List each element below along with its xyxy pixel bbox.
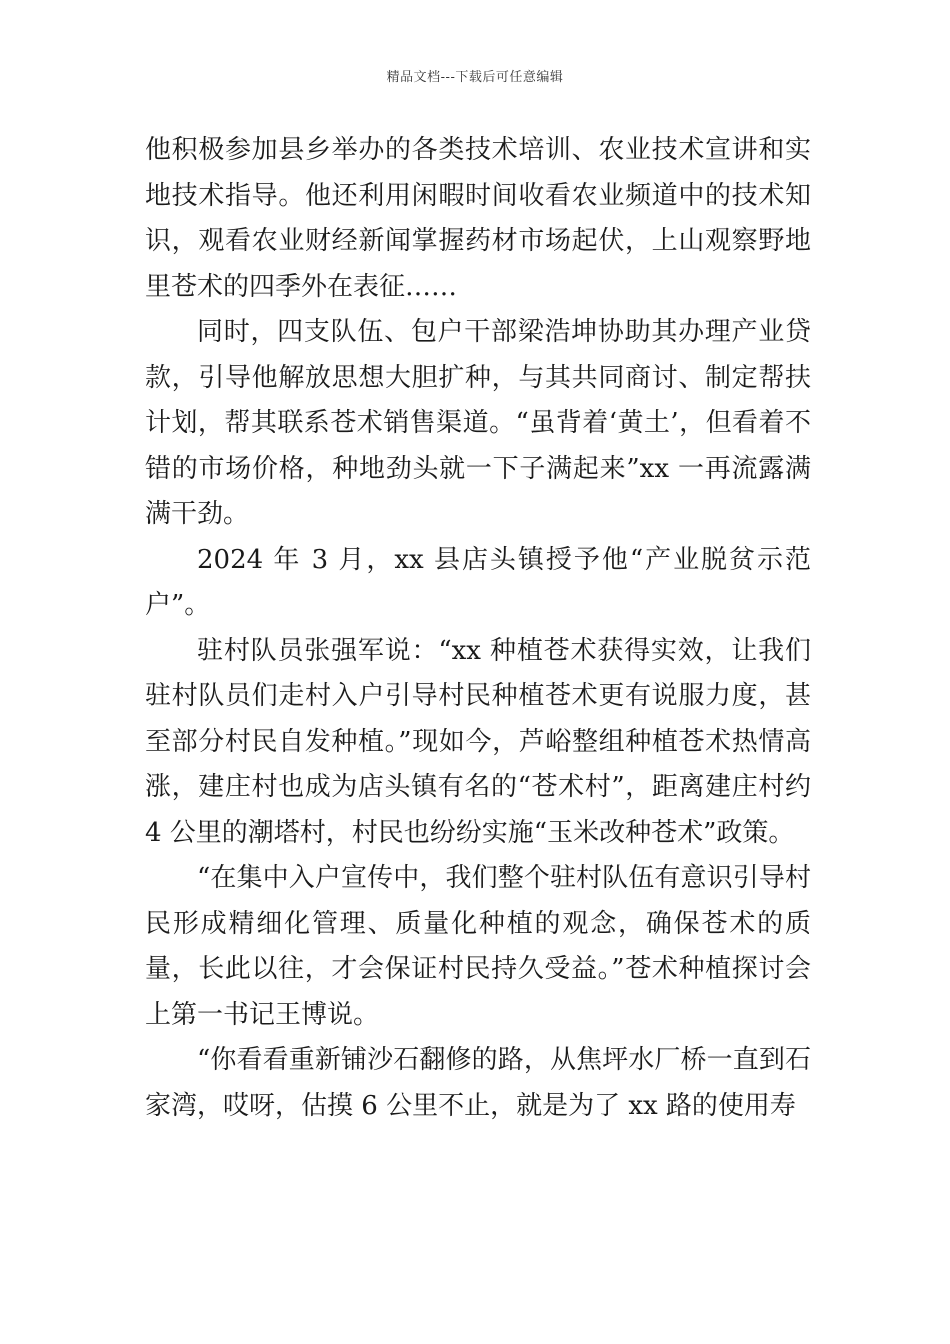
paragraph-secretary-quote: “在集中入户宣传中，我们整个驻村队伍有意识引导村民形成精细化管理、质量化种植的观念，确保苍术的质量，长此以往，才会保证村民持久受益。”苍术种植探讨会上第一书记王博说。 (145, 863, 811, 1030)
page-header: 精品文档---下载后可任意编辑 (386, 70, 564, 85)
paragraph-team-member-quote: 驻村队员张强军说：“xx 种植苍术获得实效，让我们驻村队员们走村入户引导村民种植苍术更有说服力度，甚至部分村民自发种植。”现如今，芦峪整组种植苍术热情高涨，建庄村也成为店头镇有名的“苍术村”，距离建庄村约 4 公里的潮塔村，村民也纷纷实施“玉米改种苍术”政策。 (145, 635, 811, 848)
paragraph-road-quote: “你看看重新铺沙石翻修的路，从焦坪水厂桥一直到石家湾，哎呀，估摸 6 公里不止，就是为了 xx 路的使用寿 (145, 1045, 811, 1121)
paragraph-loan-support: 同时，四支队伍、包户干部梁浩坤协助其办理产业贷款，引导他解放思想大胆扩种，与其共同商讨、制定帮扶计划，帮其联系苍术销售渠道。“虽背着‘黄土’，但看着不错的市场价格，种地劲头就一下子满起来”xx 一再流露满满干劲。 (145, 317, 811, 529)
paragraph-award: 2024 年 3 月，xx 县店头镇授予他“产业脱贫示范户”。 (145, 544, 811, 620)
document-body (145, 128, 811, 1129)
paragraph-training: 他积极参加县乡举办的各类技术培训、农业技术宣讲和实地技术指导。他还利用闲暇时间收看农业频道中的技术知识，观看农业财经新闻掌握药材市场起伏，上山观察野地里苍术的四季外在表征…… (145, 135, 811, 302)
